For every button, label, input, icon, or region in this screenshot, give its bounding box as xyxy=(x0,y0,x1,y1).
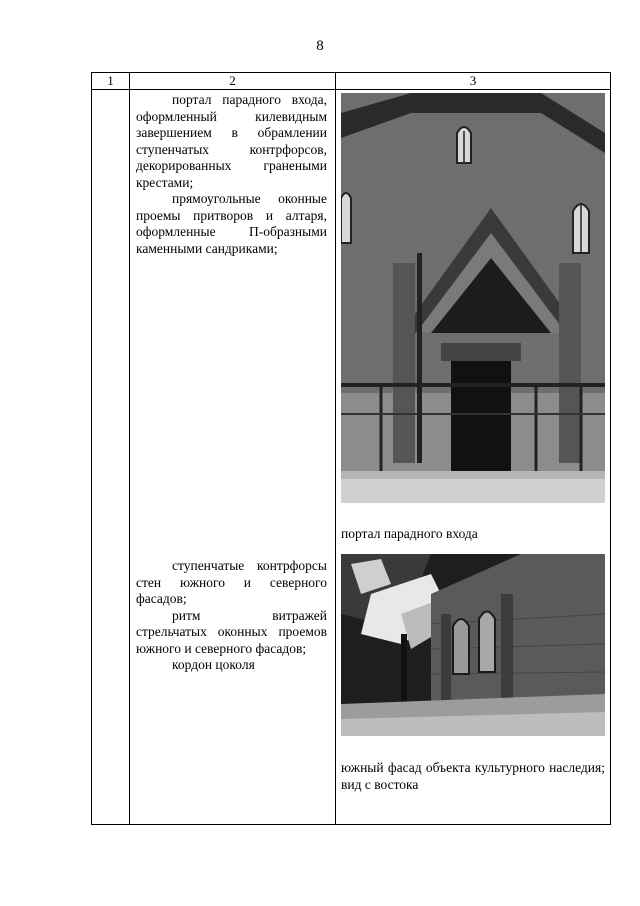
south-facade-photo-image xyxy=(341,554,605,736)
portal-photo-image xyxy=(341,93,605,503)
cell-col-1 xyxy=(92,90,130,825)
cell-col-3 xyxy=(336,90,611,825)
features-block-2 xyxy=(136,558,327,674)
monument-table xyxy=(91,72,611,825)
page-number: 8 xyxy=(316,38,324,54)
header-col-3: 3 xyxy=(336,73,611,90)
features-block-1 xyxy=(136,92,327,257)
south-facade-photo xyxy=(341,554,605,736)
feature-portal: портал парадного входа, оформленный килевидным завершением в обрамлении ступенчатых контрфорсов, декорированных гранеными крестами; xyxy=(136,92,327,190)
header-col-1: 1 xyxy=(92,73,130,90)
cell-col-2 xyxy=(130,90,336,825)
portal-photo-caption: портал парадного входа xyxy=(341,526,478,541)
header-col-2: 2 xyxy=(130,73,336,90)
feature-windows: прямоугольные оконные проемы притворов и алтаря, оформленные П-образными каменными сандриками; xyxy=(136,191,327,256)
feature-stained-glass: ритм витражей стрельчатых оконных проемов южного и северного фасадов; xyxy=(136,607,327,656)
portal-photo xyxy=(341,93,605,503)
south-facade-caption: южный фасад объекта культурного наследия; вид с востока xyxy=(341,760,605,792)
feature-plinth-cordon: кордон цоколя xyxy=(172,657,255,672)
table-header-row xyxy=(92,73,611,90)
feature-buttresses: ступенчатые контрфорсы стен южного и северного фасадов; xyxy=(136,558,327,606)
table-row xyxy=(92,90,611,825)
